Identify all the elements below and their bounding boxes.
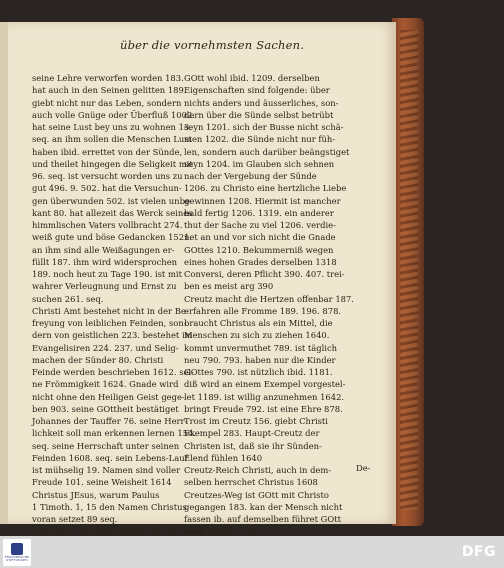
right-column-line: seine Kinder 192 (184, 526, 257, 537)
foundation-emblem-icon (11, 543, 23, 555)
dfg-logo[interactable]: DFG (461, 544, 496, 560)
right-column-line: bald fertig 1206. 1319. ein anderer (184, 207, 334, 218)
left-column-line: suchen 261. seq. (32, 293, 104, 304)
right-column-line: net an und vor sich nicht die Gnade (184, 232, 336, 243)
left-column-line: hat auch in den Seinen gelitten 189. (32, 85, 187, 96)
right-column-line: Elend fühlen 1640 (184, 452, 263, 463)
right-column-line: GOttes 790. ist nützlich ibid. 1181. (184, 367, 333, 377)
right-column-line: gegangen 183. kan der Mensch nicht (184, 501, 343, 512)
right-column-line: nichts anders und äusserliches, son- (184, 97, 339, 108)
left-column-line: freyung von leiblichen Feinden, son- (32, 318, 187, 328)
left-column-line: kant 80. hat allezeit das Werck seines (32, 207, 193, 218)
left-column-line: machen der Sünder 80. Christi (32, 354, 164, 365)
left-column-line: seine Lehre verworfen worden 183. (32, 73, 184, 83)
left-column-line: haben ibid. errettet von der Sünde, (32, 146, 183, 157)
left-column-line: wahrer Verleugnung und Ernst zu (32, 281, 177, 292)
left-column-line: ben 903. seine GOttheit bestätiget (32, 403, 179, 414)
right-column-line: seyn 1204. im Glauben sich sehnen (184, 158, 335, 169)
right-column-line: bringt Freude 792. ist eine Ehre 878. (184, 403, 343, 414)
viewer-footer-bar (0, 536, 504, 568)
right-column-line: fassen ib. auf demselben führet GOtt (184, 514, 341, 524)
left-column-line: füllt 187. ihm wird widersprochen (32, 256, 178, 267)
right-column-line: Creutz macht die Hertzen offenbar 187. (184, 293, 354, 304)
right-column-line: Creutz-Reich Christi, auch in dem- (184, 465, 332, 475)
left-column-line: Feinde werden beschrieben 1612. sei- (32, 367, 194, 377)
left-column-line: dern von geistlichen 223. bestehet im (32, 330, 193, 341)
index-column-left (32, 72, 203, 550)
right-column-line: braucht Christus als ein Mittel, die (184, 318, 333, 328)
left-column-line: 189. noch heut zu Tage 190. ist mit (32, 269, 182, 279)
right-column-line: GOtt wohl ibid. 1209. derselben (184, 73, 320, 83)
left-column-line: ist mühselig 19. Namen sind voller (32, 465, 181, 475)
left-column-line: Christi Amt bestehet nicht in der Be- (32, 305, 189, 316)
logo-caption: FRANCKESCHE STIFTUNGEN (4, 554, 30, 562)
left-column-line: weiß gute und böse Gedancken 1521. (32, 232, 193, 243)
left-column-line: seq. seine Herrschaft unter seinen (32, 440, 180, 451)
right-column-line: eines hohen Grades derselben 1318 (184, 256, 337, 267)
left-column-line: gut 496. 9. 502. hat die Versuchun- (32, 183, 182, 194)
right-column-line: dern über die Sünde selbst betrübt (184, 109, 334, 120)
left-column-line: an ihm sind alle Weißagungen er- (32, 244, 175, 255)
right-column-line: men 1202. die Sünde nicht nur füh- (184, 134, 336, 145)
left-column-line: 96. seq. ist versucht worden uns zu (32, 171, 183, 181)
left-column-line: gen überwunden 502. ist vielen unbe- (32, 195, 193, 206)
left-column-line: seq. an ihm sollen die Menschen Lust (32, 134, 192, 145)
left-column-line: himmlischen Vaters vollbracht 274. (32, 220, 183, 230)
right-column-line: seyn 1201. sich der Busse nicht schä- (184, 122, 344, 132)
page-gutter (0, 22, 8, 524)
left-column-line: Freude 101. seine Weisheit 1614 (32, 477, 172, 488)
right-column-line: Exempel 283. Haupt-Creutz der (184, 428, 320, 439)
left-column-line: Johannes der Tauffer 76. seine Herr- (32, 416, 188, 426)
right-column-line: diß wird an einem Exempel vorgestel- (184, 379, 346, 390)
right-column-line: len, sondern auch darüber beängstiget (184, 146, 350, 157)
cover-marbling (400, 30, 418, 510)
left-column-line: nicht ohne den Heiligen Geist gege- (32, 391, 185, 402)
right-column-line: nach der Vergebung der Sünde (184, 171, 317, 181)
catchword: De- (356, 463, 371, 473)
right-column-line: Christen ist, daß sie ihr Sünden- (184, 440, 322, 451)
right-column-line: ben es meist arg 390 (184, 281, 274, 292)
left-column-line: auch volle Gnüge oder Überfluß 1002. (32, 109, 195, 120)
right-column-line: selben herrschet Christus 1608 (184, 477, 318, 488)
left-column-line: Feinden 1608. seq. sein Lebens-Lauf (32, 452, 188, 463)
left-column-line: Evangelisiren 224. 237. und Selig- (32, 342, 179, 353)
right-column-line: erfahren alle Fromme 189. 196. 878. (184, 305, 342, 316)
left-column-line: Contrition, Zerknirschung, wie sie sonst (32, 526, 203, 537)
right-column-line: 1206. zu Christo eine hertzliche Liebe (184, 183, 347, 194)
left-column-line: hat seine Lust bey uns zu wohnen 13. (32, 122, 192, 132)
left-column-line: giebt nicht nur das Leben, sondern (32, 97, 182, 108)
right-column-line: let 1189. ist willig anzunehmen 1642. (184, 391, 345, 402)
left-column-line: 1 Timoth. 1, 15 den Namen Christus (32, 501, 187, 512)
right-column-line: thut der Sache zu viel 1206. verdie- (184, 220, 336, 230)
right-column-line: Conversi, deren Pflicht 390. 407. trei- (184, 269, 345, 279)
right-column-line: Eigenschaften sind folgende: über (184, 85, 330, 96)
left-column-line: voran setzet 89 seq. (32, 514, 118, 524)
left-column-line: und theilet hingegen die Seligkeit mit (32, 158, 193, 169)
institution-logo[interactable] (3, 539, 31, 566)
right-column-line: neu 790. 793. haben nur die Kinder (184, 354, 336, 365)
left-column-line: lichkeit soll man erkennen lernen 154. (32, 428, 197, 439)
right-column-line: GOttes 1210. Bekummerniß wegen (184, 244, 334, 255)
right-column-line: Menschen zu sich zu ziehen 1640. (184, 330, 330, 341)
right-column-line: Creutzes-Weg ist GOtt mit Christo (184, 489, 329, 500)
page-header: über die vornehmsten Sachen. (120, 38, 305, 52)
right-column-line: kommt unvermuthet 789. ist täglich (184, 342, 338, 353)
left-column-line: ne Frömmigkeit 1624. Gnade wird (32, 379, 179, 390)
right-column-line: gewinnen 1208. Hiermit ist mancher (184, 195, 341, 206)
left-column-line: Christus JEsus, warum Paulus (32, 489, 160, 500)
right-column-line: Trost im Creutz 156. giebt Christi (184, 416, 328, 426)
index-column-right (184, 72, 374, 538)
